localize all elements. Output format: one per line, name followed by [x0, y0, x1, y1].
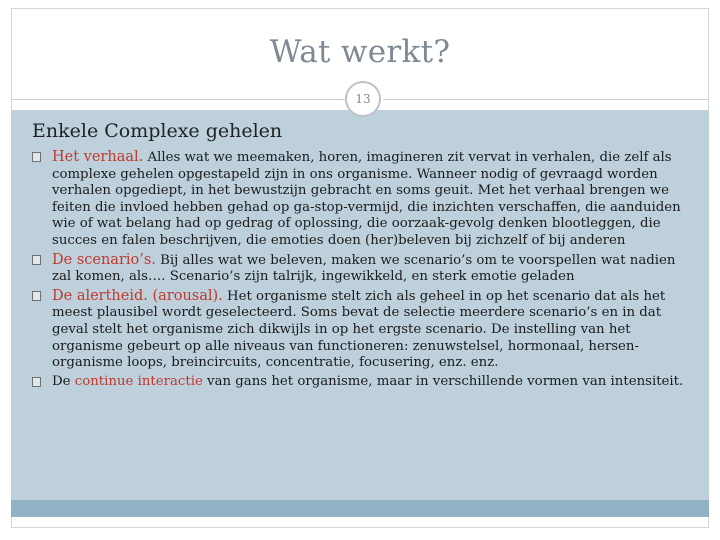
square-bullet-icon: [32, 152, 41, 162]
square-bullet-icon: [32, 377, 41, 387]
bullet-prefix: De: [52, 373, 75, 389]
footer-bar: [11, 500, 709, 517]
slide-number-badge: 13: [345, 81, 381, 117]
list-item: [32, 149, 692, 250]
title-divider-right: [383, 99, 709, 100]
bullet-lead: Het verhaal.: [52, 149, 144, 165]
bullet-lead: continue interactie: [74, 373, 203, 389]
section-subtitle: Enkele Complexe gehelen: [32, 120, 283, 142]
bullet-lead: De alertheid. (arousal).: [52, 287, 223, 304]
bullet-text: Bij alles wat we beleven, maken we scenario’s om te voorspellen wat nadien zal komen, als…. Scenario’s zijn talrijk, ingewikkeld, en sterk emotie geladen: [52, 252, 676, 285]
square-bullet-icon: [32, 291, 41, 301]
title-divider-left: [11, 99, 345, 100]
bullet-list: [32, 149, 692, 392]
list-item: [32, 252, 692, 286]
bullet-text: Het organisme stelt zich als geheel in op het scenario dat als het meest plausibel wordt geselecteerd. Soms bevat de selectie meerdere scenario’s en in dat geval stelt het organisme zich dikwijls in op het ergste scenario. De instelling van het organisme gebeurt op alle niveaus van functioneren: zenuwstelsel, hormonaal, hersen-organisme loops, breincircuits, concentratie, focusering, enz. enz.: [52, 288, 666, 371]
bullet-text: Alles wat we meemaken, horen, imagineren zit vervat in verhalen, die zelf als complexe gehelen opgestapeld zijn in ons organisme. Wanneer nodig of gevraagd worden verhalen opgediept, in het bewustzijn gebracht en soms geuit. Met het verhaal brengen we feiten die invloed hebben gehad op ga-stop-vermijd, die inzichten verschaffen, die aanduiden wie of wat belang had op gedrag of oplossing, die oorzaak-gevolg denken blootleggen, die succes en falen beschrijven, die emoties doen (her)beleven bij zichzelf of bij anderen: [52, 150, 681, 248]
list-item: [32, 288, 692, 372]
bullet-text: van gans het organisme, maar in verschillende vormen van intensiteit.: [202, 373, 684, 389]
page-title: Wat werkt?: [269, 34, 451, 70]
square-bullet-icon: [32, 255, 41, 265]
list-item: [32, 374, 692, 391]
bullet-lead: De scenario’s.: [52, 251, 156, 268]
